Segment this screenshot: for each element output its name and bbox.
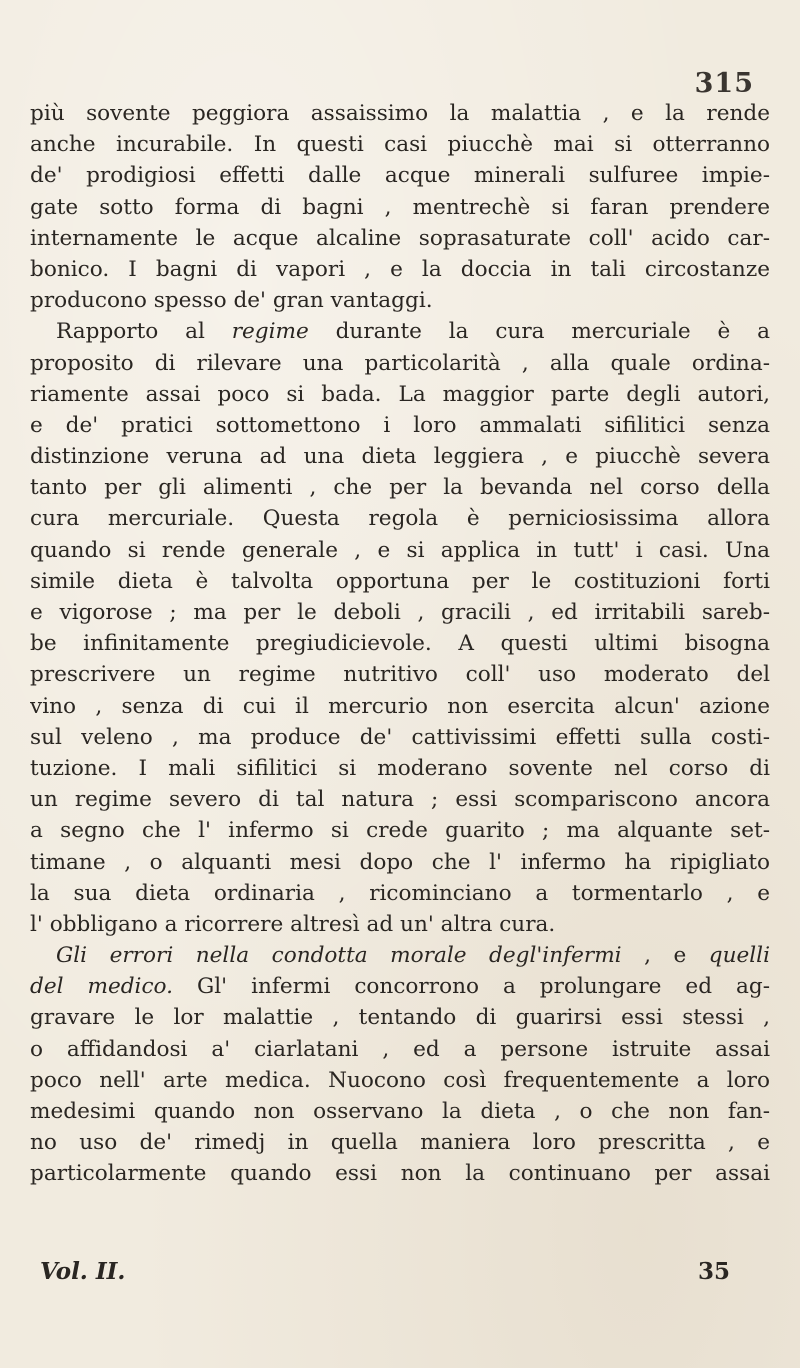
text-line: e de' pratici sottomettono i loro ammalati sifilitici senza <box>30 412 770 438</box>
text-line: gravare le lor malattie , tentando di guarirsi essi stessi , <box>30 1005 770 1031</box>
text-line: più sovente peggiora assaissimo la malattia , e la rende <box>30 101 770 126</box>
text-line: e vigorose ; ma per le deboli , gracili , ed irritabili sareb- <box>30 600 770 625</box>
text-line: prescrivere un regime nutritivo coll' uso moderato del <box>30 662 770 688</box>
text-line: medesimi quando non osservano la dieta , o che non fan- <box>30 1099 770 1124</box>
text-line: anche incurabile. In questi casi piucchè mai si otterranno <box>30 132 770 158</box>
text-line: distinzione veruna ad una dieta leggiera , e piucchè severa <box>30 444 770 470</box>
text-line: gate sotto forma di bagni , mentrechè si faran prendere <box>30 194 770 220</box>
text-line: internamente le acque alcaline soprasaturate coll' acido car- <box>30 225 770 251</box>
text-line: Gli errori nella condotta morale degl'infermi , e quelli <box>56 943 770 969</box>
text-line: producono spesso de' gran vantaggi. <box>30 288 433 314</box>
text-line: simile dieta è talvolta opportuna per le costituzioni forti <box>30 568 770 594</box>
text-line: timane , o alquanti mesi dopo che l' infermo ha ripigliato <box>30 849 770 875</box>
text-line: del medico. Gl' infermi concorrono a prolungare ed ag- <box>30 974 770 1000</box>
text-line: bonico. I bagni di vapori , e la doccia in tali circostanze <box>30 256 770 282</box>
text-line: un regime severo di tal natura ; essi scompariscono ancora <box>30 787 770 813</box>
text-line: la sua dieta ordinaria , ricominciano a tormentarlo , e <box>30 880 770 906</box>
page-footer <box>40 1258 730 1292</box>
text-line: de' prodigiosi effetti dalle acque minerali sulfuree impie- <box>30 163 770 189</box>
text-line: no uso de' rimedj in quella maniera loro prescritta , e <box>30 1130 770 1156</box>
text-line: be infinitamente pregiudicievole. A questi ultimi bisogna <box>30 631 770 657</box>
text-line: tuzione. I mali sifilitici si moderano sovente nel corso di <box>30 755 770 781</box>
text-line: poco nell' arte medica. Nuocono così frequentemente a loro <box>30 1067 770 1093</box>
text-line: vino , senza di cui il mercurio non esercita alcun' azione <box>30 693 770 719</box>
text-line: proposito di rilevare una particolarità , alla quale ordina- <box>30 350 770 376</box>
text-line: l' obbligano a ricorrere altresì ad un' altra cura. <box>30 911 556 937</box>
text-line: particolarmente quando essi non la continuano per assai <box>30 1161 770 1187</box>
text-line: sul veleno , ma produce de' cattivissimi effetti sulla costi- <box>30 724 770 750</box>
text-line: a segno che l' infermo si crede guarito ; ma alquante set- <box>30 818 770 844</box>
signature-mark: 35 <box>697 1258 730 1285</box>
body-text <box>30 98 770 1190</box>
text-line: riamente assai poco si bada. La maggior parte degli autori, <box>30 381 770 407</box>
text-line: quando si rende generale , e si applica in tutt' i casi. Una <box>30 537 770 563</box>
text-line: cura mercuriale. Questa regola è perniciosissima allora <box>30 506 770 532</box>
text-line: Rapporto al regime durante la cura mercuriale è a <box>56 319 770 345</box>
volume-label: Vol. II. <box>40 1258 126 1285</box>
text-line: tanto per gli alimenti , che per la bevanda nel corso della <box>30 475 770 501</box>
text-line: o affidandosi a' ciarlatani , ed a persone istruite assai <box>30 1036 770 1062</box>
page-number: 315 <box>694 68 754 99</box>
